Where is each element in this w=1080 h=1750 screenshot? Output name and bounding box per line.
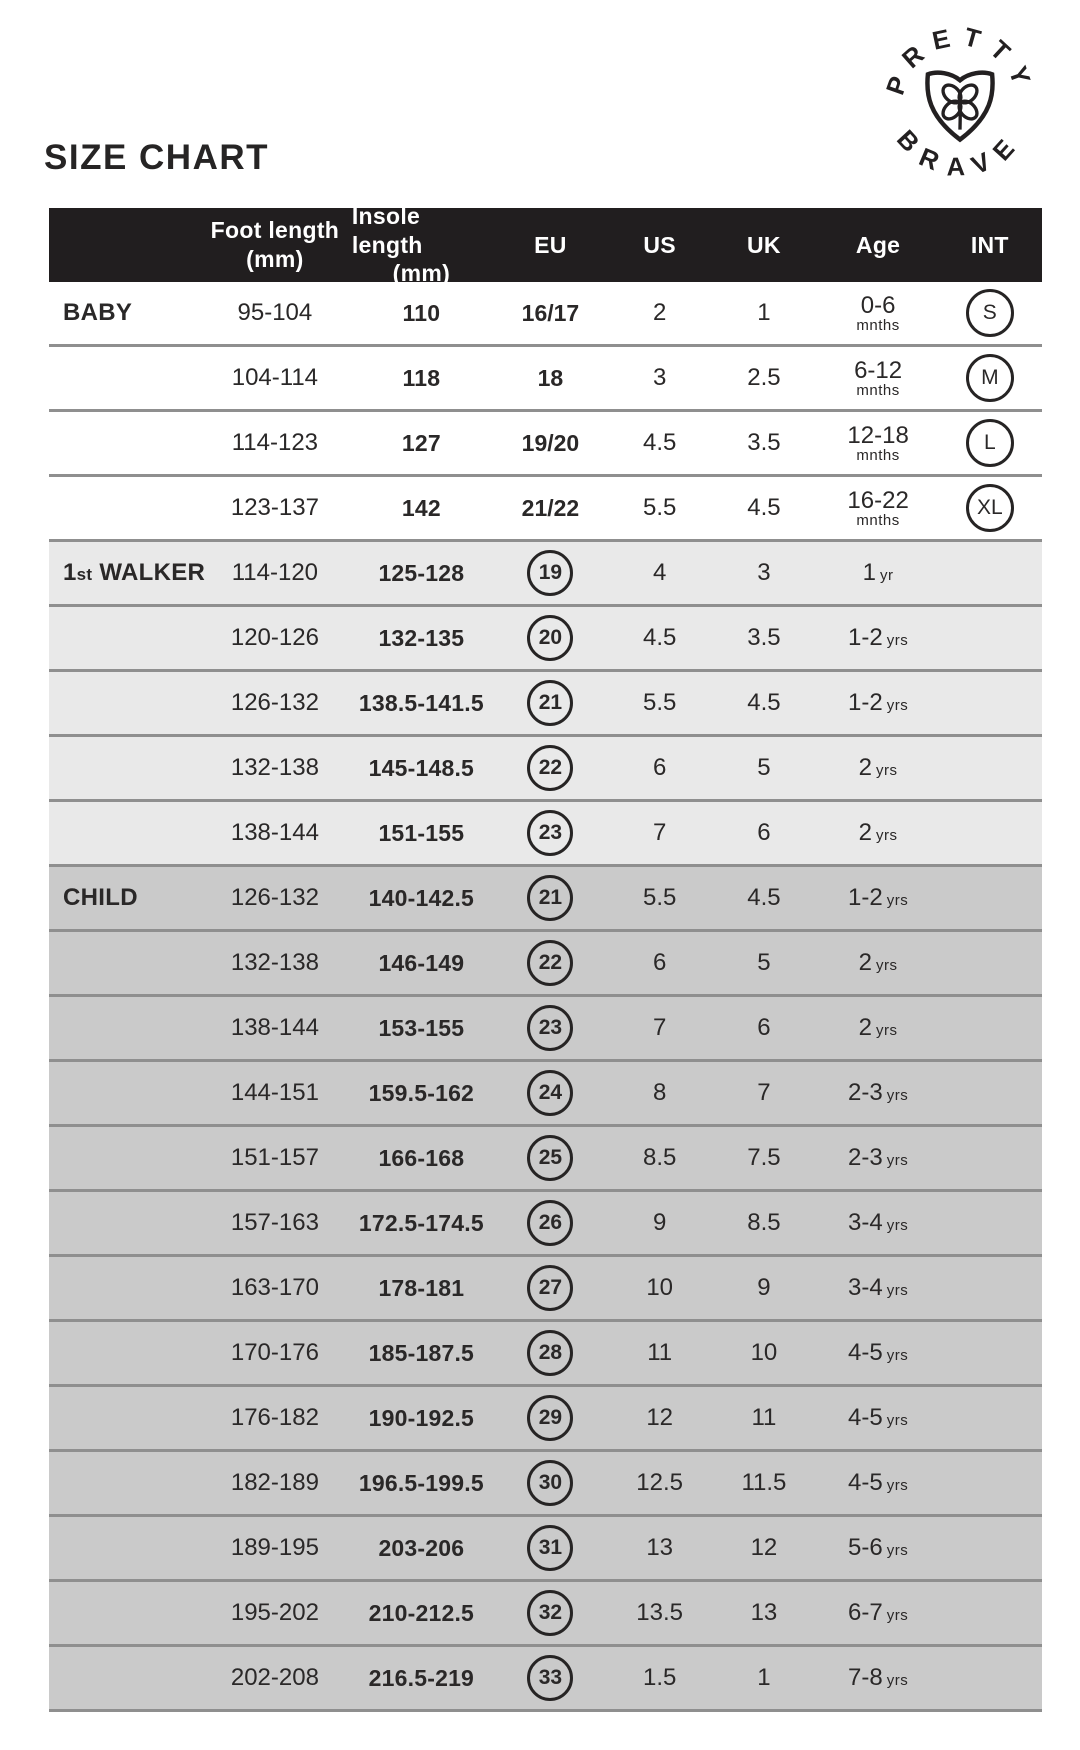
cell-category	[49, 299, 198, 327]
cell-age: 4-5 yrs	[848, 1404, 909, 1431]
cell-uk-size: 9	[757, 1274, 771, 1301]
cell-age: 2 yrs	[858, 949, 898, 976]
cell-eu-size	[491, 495, 610, 522]
cell-eu-size	[491, 300, 610, 327]
cell-eu-size	[491, 1655, 610, 1701]
cell-insole-length: 210-212.5	[368, 1599, 475, 1626]
cell-foot-length: 144-151	[230, 1079, 319, 1106]
cell-category	[49, 884, 198, 912]
logo-arc-bottom-text: BRAVE	[891, 125, 1029, 182]
cell-us-size: 7	[652, 819, 667, 846]
cell-int-size	[938, 354, 1042, 402]
cell-age: 4-5 yrs	[848, 1469, 909, 1496]
cell-insole-length: 190-192.5	[368, 1404, 475, 1431]
cell-uk-size: 4.5	[747, 689, 781, 716]
cell-eu-size	[491, 1005, 610, 1051]
cell-insole-length: 118	[402, 364, 441, 391]
eu-size-badge: 21	[527, 875, 573, 921]
section-walker	[49, 542, 1042, 867]
cell-age: 3-4 yrs	[848, 1209, 909, 1236]
cell-us-size: 6	[652, 949, 667, 976]
cell-eu-size	[491, 940, 610, 986]
eu-size-badge: 27	[527, 1265, 573, 1311]
cell-uk-size: 4.5	[747, 884, 781, 911]
cell-insole-length: 203-206	[378, 1534, 465, 1561]
cell-foot-length: 189-195	[230, 1534, 319, 1561]
cell-us-size: 4.5	[642, 624, 677, 651]
cell-insole-length: 153-155	[378, 1014, 465, 1041]
cell-eu-size	[491, 430, 610, 457]
cell-us-size: 5.5	[642, 884, 677, 911]
cell-insole-length: 145-148.5	[368, 754, 475, 781]
cell-us-size: 1.5	[642, 1664, 677, 1691]
table-row	[49, 867, 1042, 932]
table-row	[49, 1257, 1042, 1322]
eu-size-badge: 33	[527, 1655, 573, 1701]
eu-size-badge: 29	[527, 1395, 573, 1441]
cell-us-size: 5.5	[642, 689, 677, 716]
svg-text:BRAVE	[891, 125, 1029, 181]
cell-foot-length: 95-104	[237, 299, 313, 326]
cell-uk-size: 13	[750, 1599, 778, 1626]
logo-arc-top-text: PRETTY	[881, 22, 1039, 99]
cell-eu-size	[491, 810, 610, 856]
cell-uk-size: 3.5	[747, 624, 781, 651]
cell-us-size: 10	[646, 1274, 674, 1301]
table-row	[49, 412, 1042, 477]
cell-insole-length: 151-155	[378, 819, 465, 846]
cell-foot-length: 170-176	[230, 1339, 319, 1366]
cell-age: 2 yrs	[858, 754, 898, 781]
category-label-small: st	[76, 565, 93, 584]
cell-uk-size: 1	[757, 299, 771, 326]
cell-int-size	[938, 484, 1042, 532]
cell-eu-size	[491, 1460, 610, 1506]
cell-uk-size: 6	[757, 819, 771, 846]
cell-us-size: 5.5	[642, 494, 677, 521]
eu-size-badge: 30	[527, 1460, 573, 1506]
eu-size-badge: 23	[527, 810, 573, 856]
table-row	[49, 607, 1042, 672]
eu-size-badge: 24	[527, 1070, 573, 1116]
cell-age: 3-4 yrs	[848, 1274, 909, 1301]
cell-insole-length: 127	[401, 429, 441, 456]
eu-size-badge: 19/20	[521, 429, 580, 456]
table-row	[49, 997, 1042, 1062]
header-eu: EU	[534, 231, 567, 258]
cell-foot-length: 138-144	[230, 819, 319, 846]
cell-age: 16-22 mnths	[847, 486, 909, 529]
cell-uk-size: 8.5	[747, 1209, 781, 1236]
cell-uk-size: 1	[757, 1664, 771, 1691]
int-size-badge: L	[966, 419, 1014, 467]
cell-insole-length: 216.5-219	[368, 1664, 475, 1691]
eu-size-badge: 22	[527, 940, 573, 986]
cell-insole-length: 159.5-162	[368, 1079, 475, 1106]
cell-us-size: 13	[646, 1534, 674, 1561]
cell-foot-length: 138-144	[230, 1014, 319, 1041]
cell-foot-length: 151-157	[230, 1144, 319, 1171]
table-row	[49, 282, 1042, 347]
table-row	[49, 802, 1042, 867]
table-row	[49, 737, 1042, 802]
cell-eu-size	[491, 365, 610, 392]
cell-uk-size: 10	[750, 1339, 778, 1366]
cell-eu-size	[491, 1330, 610, 1376]
cell-insole-length: 132-135	[378, 624, 465, 651]
eu-size-badge: 26	[527, 1200, 573, 1246]
cell-foot-length: 157-163	[230, 1209, 319, 1236]
cell-foot-length: 114-123	[231, 429, 319, 456]
cell-uk-size: 6	[757, 1014, 771, 1041]
cell-eu-size	[491, 1525, 610, 1571]
eu-size-badge: 32	[527, 1590, 573, 1636]
cell-age: 2-3 yrs	[848, 1144, 909, 1171]
cell-insole-length: 140-142.5	[368, 884, 475, 911]
cell-age: 1-2 yrs	[848, 884, 909, 911]
cell-foot-length: 202-208	[230, 1664, 319, 1691]
page-title: SIZE CHART	[44, 138, 269, 177]
cell-us-size: 12.5	[636, 1469, 684, 1496]
header-insole-length: Insole length (mm)	[351, 202, 451, 287]
cell-insole-length: 178-181	[378, 1274, 465, 1301]
cell-foot-length: 163-170	[230, 1274, 319, 1301]
cell-age: 1-2 yrs	[848, 689, 909, 716]
category-label: BABY	[63, 299, 133, 326]
eu-size-badge: 22	[527, 745, 573, 791]
cell-foot-length: 182-189	[230, 1469, 319, 1496]
header-foot-length: Foot length (mm)	[210, 217, 340, 272]
eu-size-badge: 31	[527, 1525, 573, 1571]
cell-insole-length: 185-187.5	[368, 1339, 475, 1366]
cell-age: 2 yrs	[858, 1014, 898, 1041]
table-row	[49, 1322, 1042, 1387]
cell-eu-size	[491, 875, 610, 921]
cell-age: 0-6 mnths	[856, 291, 900, 334]
cell-us-size: 2	[652, 299, 667, 326]
cell-insole-length: 172.5-174.5	[358, 1209, 484, 1236]
cell-int-size	[938, 419, 1042, 467]
cell-foot-length: 114-120	[231, 559, 319, 586]
svg-text:PRETTY	[881, 23, 1038, 99]
cell-insole-length: 196.5-199.5	[358, 1469, 484, 1496]
cell-int-size	[938, 289, 1042, 337]
cell-uk-size: 5	[757, 754, 771, 781]
cell-insole-length: 146-149	[378, 949, 465, 976]
size-chart-table	[49, 202, 1042, 1712]
cell-us-size: 6	[652, 754, 667, 781]
eu-size-badge: 20	[527, 615, 573, 661]
cell-eu-size	[491, 1265, 610, 1311]
cell-foot-length: 126-132	[230, 689, 319, 716]
header-uk: UK	[747, 231, 781, 258]
cell-us-size: 11	[647, 1339, 673, 1366]
table-header-row	[49, 202, 1042, 287]
table-row	[49, 542, 1042, 607]
table-row	[49, 1452, 1042, 1517]
cell-foot-length: 176-182	[230, 1404, 319, 1431]
cell-insole-length: 138.5-141.5	[358, 689, 484, 716]
section-baby	[49, 282, 1042, 542]
table-row	[49, 1192, 1042, 1257]
cell-insole-length: 142	[401, 494, 441, 521]
cell-us-size: 12	[646, 1404, 674, 1431]
cell-eu-size	[491, 1200, 610, 1246]
cell-us-size: 13.5	[636, 1599, 684, 1626]
header-us: US	[643, 231, 676, 258]
cell-uk-size: 3	[757, 559, 771, 586]
cell-age: 7-8 yrs	[848, 1664, 909, 1691]
cell-category	[49, 559, 206, 587]
cell-foot-length: 123-137	[230, 494, 319, 521]
shield-clover-icon	[876, 18, 1044, 186]
category-label: CHILD	[63, 884, 138, 911]
cell-eu-size	[491, 1070, 610, 1116]
category-label: 1st WALKER	[63, 559, 206, 586]
cell-uk-size: 11.5	[741, 1469, 787, 1496]
eu-size-badge: 18	[537, 364, 564, 391]
int-size-badge: S	[966, 289, 1014, 337]
int-size-badge: M	[966, 354, 1014, 402]
cell-foot-length: 120-126	[230, 624, 319, 651]
cell-insole-length: 110	[402, 299, 441, 326]
cell-us-size: 3	[652, 364, 667, 391]
cell-uk-size: 2.5	[747, 364, 781, 391]
table-row	[49, 1647, 1042, 1712]
cell-us-size: 8.5	[642, 1144, 677, 1171]
cell-uk-size: 11	[751, 1404, 777, 1431]
cell-age: 1 yr	[862, 559, 894, 586]
table-row	[49, 932, 1042, 997]
cell-uk-size: 7.5	[747, 1144, 781, 1171]
cell-age: 1-2 yrs	[848, 624, 909, 651]
pretty-brave-logo	[876, 18, 1044, 186]
table-row	[49, 1127, 1042, 1192]
cell-foot-length: 132-138	[230, 754, 319, 781]
eu-size-badge: 21/22	[521, 494, 580, 521]
table-row	[49, 477, 1042, 542]
cell-eu-size	[491, 615, 610, 661]
cell-uk-size: 12	[750, 1534, 778, 1561]
cell-us-size: 8	[652, 1079, 667, 1106]
cell-eu-size	[491, 1590, 610, 1636]
cell-uk-size: 5	[757, 949, 771, 976]
cell-foot-length: 104-114	[231, 364, 319, 391]
cell-foot-length: 126-132	[230, 884, 319, 911]
cell-us-size: 7	[652, 1014, 667, 1041]
cell-age: 6-7 yrs	[848, 1599, 909, 1626]
eu-size-badge: 25	[527, 1135, 573, 1181]
cell-age: 12-18 mnths	[847, 421, 909, 464]
cell-age: 2 yrs	[858, 819, 898, 846]
eu-size-badge: 19	[527, 550, 573, 596]
cell-us-size: 4	[652, 559, 667, 586]
table-row	[49, 672, 1042, 737]
table-row	[49, 1517, 1042, 1582]
cell-age: 5-6 yrs	[848, 1534, 909, 1561]
table-row	[49, 1582, 1042, 1647]
cell-eu-size	[491, 1395, 610, 1441]
cell-insole-length: 125-128	[378, 559, 465, 586]
table-body	[49, 282, 1042, 1712]
cell-foot-length: 132-138	[230, 949, 319, 976]
cell-us-size: 4.5	[642, 429, 677, 456]
cell-uk-size: 3.5	[747, 429, 781, 456]
eu-size-badge: 28	[527, 1330, 573, 1376]
cell-uk-size: 4.5	[747, 494, 781, 521]
cell-eu-size	[491, 550, 610, 596]
eu-size-badge: 21	[527, 680, 573, 726]
cell-us-size: 9	[652, 1209, 667, 1236]
table-row	[49, 347, 1042, 412]
table-row	[49, 1387, 1042, 1452]
cell-insole-length: 166-168	[378, 1144, 465, 1171]
int-size-badge: XL	[966, 484, 1014, 532]
table-row	[49, 1062, 1042, 1127]
eu-size-badge: 23	[527, 1005, 573, 1051]
cell-eu-size	[491, 745, 610, 791]
eu-size-badge: 16/17	[521, 299, 580, 326]
header-int: INT	[970, 231, 1009, 258]
cell-uk-size: 7	[757, 1079, 771, 1106]
cell-age: 2-3 yrs	[848, 1079, 909, 1106]
section-child	[49, 867, 1042, 1712]
cell-eu-size	[491, 1135, 610, 1181]
cell-eu-size	[491, 680, 610, 726]
cell-foot-length: 195-202	[230, 1599, 319, 1626]
cell-age: 4-5 yrs	[848, 1339, 909, 1366]
header-age: Age	[855, 231, 901, 258]
cell-age: 6-12 mnths	[854, 356, 903, 399]
